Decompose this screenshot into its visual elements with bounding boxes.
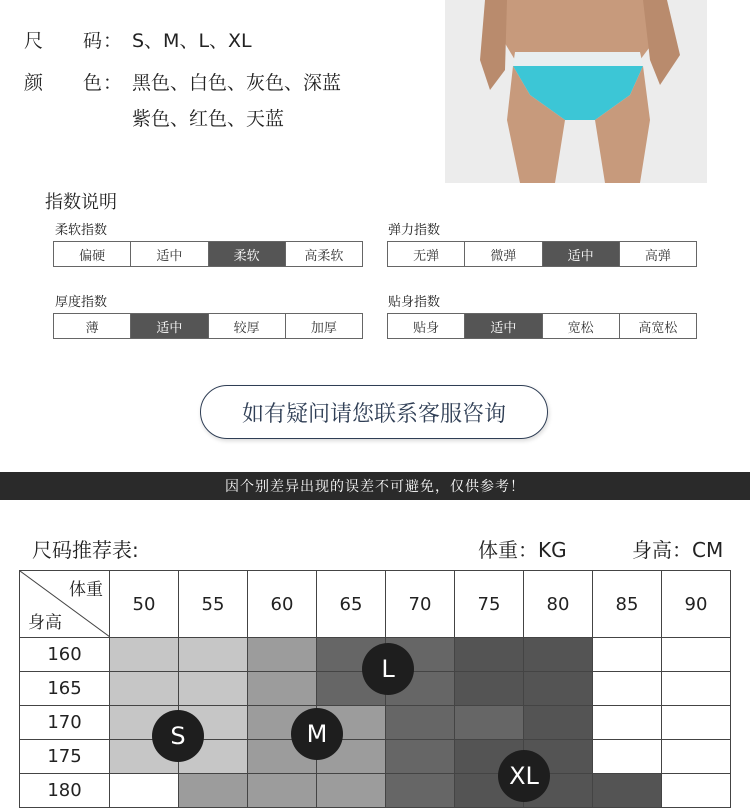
size-cell <box>593 638 662 672</box>
size-cell <box>662 740 731 774</box>
size-cell <box>455 706 524 740</box>
size-cell <box>386 774 455 808</box>
size-label-colon: ： <box>103 30 123 52</box>
size-table-title: 尺码推荐表: <box>32 538 139 562</box>
fit-option-selected: 适中 <box>465 314 542 338</box>
size-cell <box>386 740 455 774</box>
elasticity-option: 无弹 <box>388 242 465 266</box>
softness-option-selected: 柔软 <box>209 242 286 266</box>
weight-header: 85 <box>593 571 662 638</box>
size-cell <box>179 672 248 706</box>
contact-service-button[interactable]: 如有疑问请您联系客服咨询 <box>200 385 548 439</box>
size-cell <box>593 706 662 740</box>
weight-header: 75 <box>455 571 524 638</box>
elasticity-label: 弹力指数 <box>388 223 441 238</box>
size-label-char1: 尺 <box>24 30 44 52</box>
weight-header: 65 <box>317 571 386 638</box>
elasticity-option-selected: 适中 <box>543 242 620 266</box>
color-label-char1: 颜 <box>24 72 44 94</box>
weight-header: 50 <box>110 571 179 638</box>
color-value-line2: 紫色、红色、天蓝 <box>132 108 285 130</box>
elasticity-scale <box>387 241 697 267</box>
height-header: 160 <box>20 638 110 672</box>
fit-scale <box>387 313 697 339</box>
size-cell <box>386 706 455 740</box>
color-value-line1: 黑色、白色、灰色、深蓝 <box>132 72 342 94</box>
table-row <box>20 706 731 740</box>
size-value: S、M、L、XL <box>132 30 252 52</box>
size-cell <box>524 706 593 740</box>
size-cell <box>662 706 731 740</box>
size-cell <box>662 672 731 706</box>
height-header: 175 <box>20 740 110 774</box>
thickness-option: 薄 <box>54 314 131 338</box>
size-cell <box>248 774 317 808</box>
color-label-char2: 色 <box>83 72 103 94</box>
size-cell <box>662 638 731 672</box>
weight-header: 60 <box>248 571 317 638</box>
softness-option: 适中 <box>131 242 208 266</box>
weight-header-row <box>20 571 731 638</box>
softness-scale <box>53 241 363 267</box>
elasticity-option: 微弹 <box>465 242 542 266</box>
size-cell <box>179 638 248 672</box>
size-cell <box>524 638 593 672</box>
softness-option: 高柔软 <box>286 242 362 266</box>
corner-weight-label: 体重 <box>69 580 103 600</box>
size-cell <box>248 638 317 672</box>
disclaimer-banner: 因个别差异出现的误差不可避免，仅供参考！ <box>0 472 750 500</box>
height-header: 170 <box>20 706 110 740</box>
weight-header: 70 <box>386 571 455 638</box>
height-header: 180 <box>20 774 110 808</box>
thickness-option: 加厚 <box>286 314 362 338</box>
index-title: 指数说明 <box>45 192 117 213</box>
table-row <box>20 740 731 774</box>
fit-option: 高宽松 <box>620 314 696 338</box>
color-label-colon: ： <box>103 72 123 94</box>
size-badge-l: L <box>362 643 414 695</box>
thickness-scale <box>53 313 363 339</box>
thickness-label: 厚度指数 <box>55 295 108 310</box>
weight-unit-label: 体重：KG <box>478 538 567 562</box>
size-cell <box>593 740 662 774</box>
size-cell <box>524 672 593 706</box>
size-label-char2: 码 <box>83 30 103 52</box>
size-badge-s: S <box>152 710 204 762</box>
size-cell <box>593 672 662 706</box>
size-cell <box>179 774 248 808</box>
size-cell <box>317 774 386 808</box>
size-cell <box>455 672 524 706</box>
softness-option: 偏硬 <box>54 242 131 266</box>
size-cell <box>110 672 179 706</box>
thickness-option: 较厚 <box>209 314 286 338</box>
size-cell <box>662 774 731 808</box>
size-cell <box>593 774 662 808</box>
elasticity-option: 高弹 <box>620 242 696 266</box>
weight-header: 90 <box>662 571 731 638</box>
corner-height-label: 身高 <box>28 613 62 633</box>
fit-option: 贴身 <box>388 314 465 338</box>
fit-option: 宽松 <box>543 314 620 338</box>
size-badge-xl: XL <box>498 750 550 802</box>
table-corner-cell <box>20 571 110 638</box>
size-cell <box>455 638 524 672</box>
fit-label: 贴身指数 <box>388 295 441 310</box>
thickness-option-selected: 适中 <box>131 314 208 338</box>
height-unit-label: 身高：CM <box>632 538 724 562</box>
size-cell <box>248 672 317 706</box>
height-header: 165 <box>20 672 110 706</box>
softness-label: 柔软指数 <box>55 223 108 238</box>
size-cell <box>110 774 179 808</box>
table-row <box>20 774 731 808</box>
weight-header: 80 <box>524 571 593 638</box>
size-badge-m: M <box>291 708 343 760</box>
weight-header: 55 <box>179 571 248 638</box>
product-photo <box>445 0 707 183</box>
size-cell <box>110 638 179 672</box>
